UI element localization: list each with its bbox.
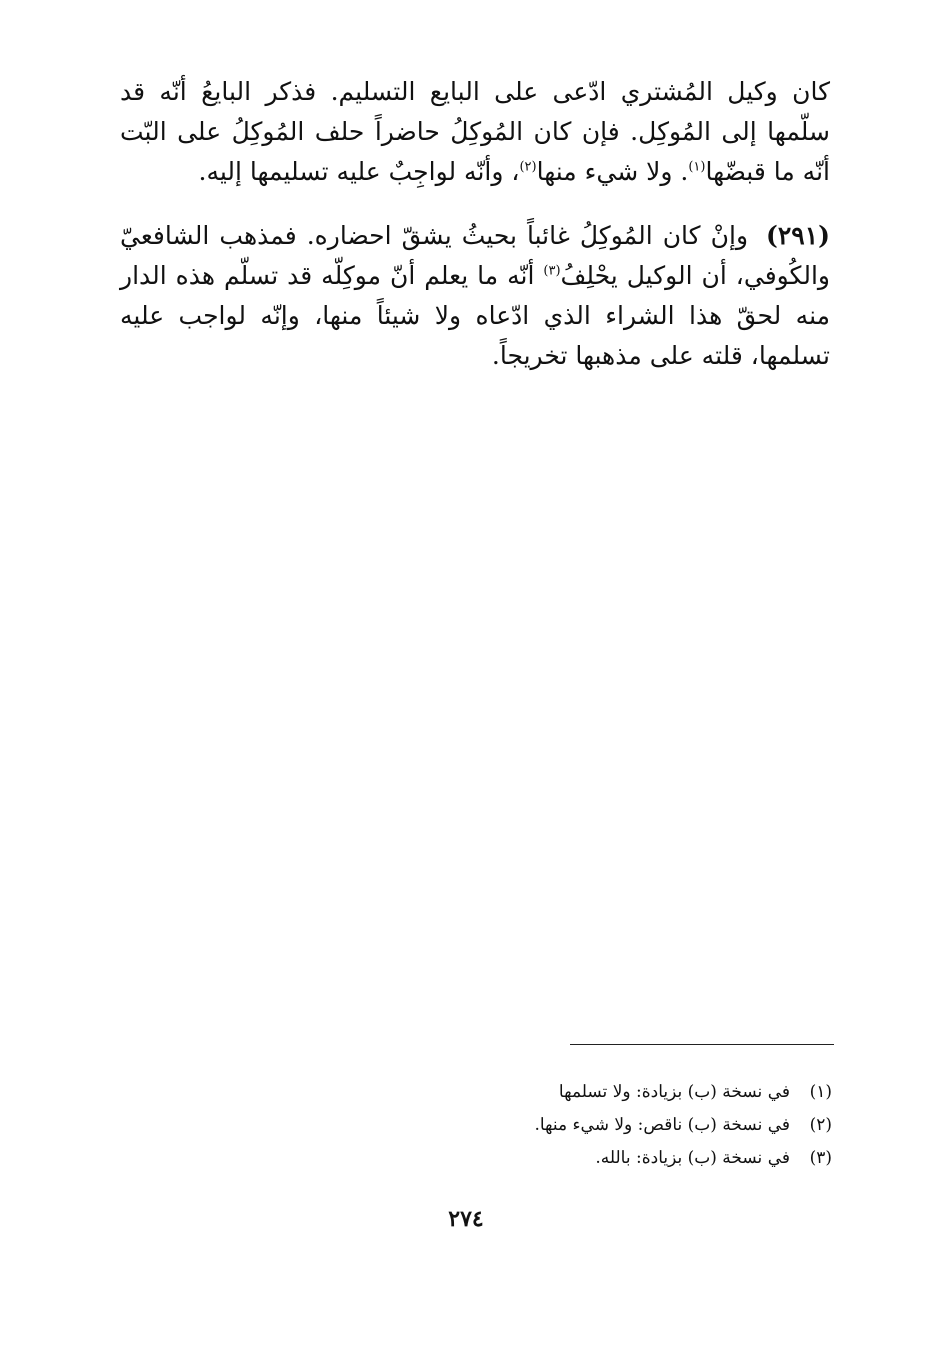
footnote-number: (٢)	[809, 1115, 832, 1135]
footnote-2	[400, 1109, 832, 1142]
footnote-ref-1: (١)	[688, 159, 706, 175]
paragraph-2-text-a: وإنْ كان المُوكِلُ غائباً بحيثُ يشقّ احضاره. فمذهب الشافعيّ والكُوفي، أن الوكيل يحْلِفُ	[120, 221, 830, 290]
paragraph-1-text-a: كان وكيل المُشتري ادّعى على البايع التسليم. فذكر البايعُ أنّه قد سلّمها إلى المُوكِل. فإن كان المُوكِلُ حاضراً حلف المُوكِلُ على البّت أنّه ما قبضّها	[120, 77, 830, 186]
main-text	[120, 72, 830, 400]
page-number: ٢٧٤	[448, 1206, 484, 1232]
footnote-1	[400, 1076, 832, 1109]
paragraph-2-text-b: أنّه ما يعلم أنّ موكِلّه قد تسلّم هذه الدار منه لحقّ هذا الشراء الذي ادّعاه ولا شيئاً منها، وإنّه لواجب عليه تسلمها، قلته على مذهبها تخريجاً.	[120, 261, 830, 370]
paragraph-1-text-b: . ولا شيء منها	[536, 157, 689, 186]
footnote-number: (٣)	[809, 1148, 832, 1168]
footnote-text: في نسخة (ب) بزيادة: ولا تسلمها	[558, 1082, 790, 1102]
footnote-separator	[570, 1044, 834, 1045]
footnote-text: في نسخة (ب) ناقص: ولا شيء منها.	[534, 1115, 790, 1135]
footnote-text: في نسخة (ب) بزيادة: بالله.	[595, 1148, 790, 1168]
footnote-3	[400, 1142, 832, 1175]
footnote-number: (١)	[809, 1082, 832, 1102]
paragraph-2	[120, 216, 830, 376]
paragraph-1	[120, 72, 830, 192]
footnote-ref-3: (٣)	[543, 263, 561, 279]
footnotes	[400, 1076, 832, 1175]
paragraph-number: (٢٩١)	[766, 221, 830, 250]
footnote-ref-2: (٢)	[519, 159, 537, 175]
paragraph-1-text-c: ، وأنّه لواجِبٌ عليه تسليمها إليه.	[198, 157, 520, 186]
